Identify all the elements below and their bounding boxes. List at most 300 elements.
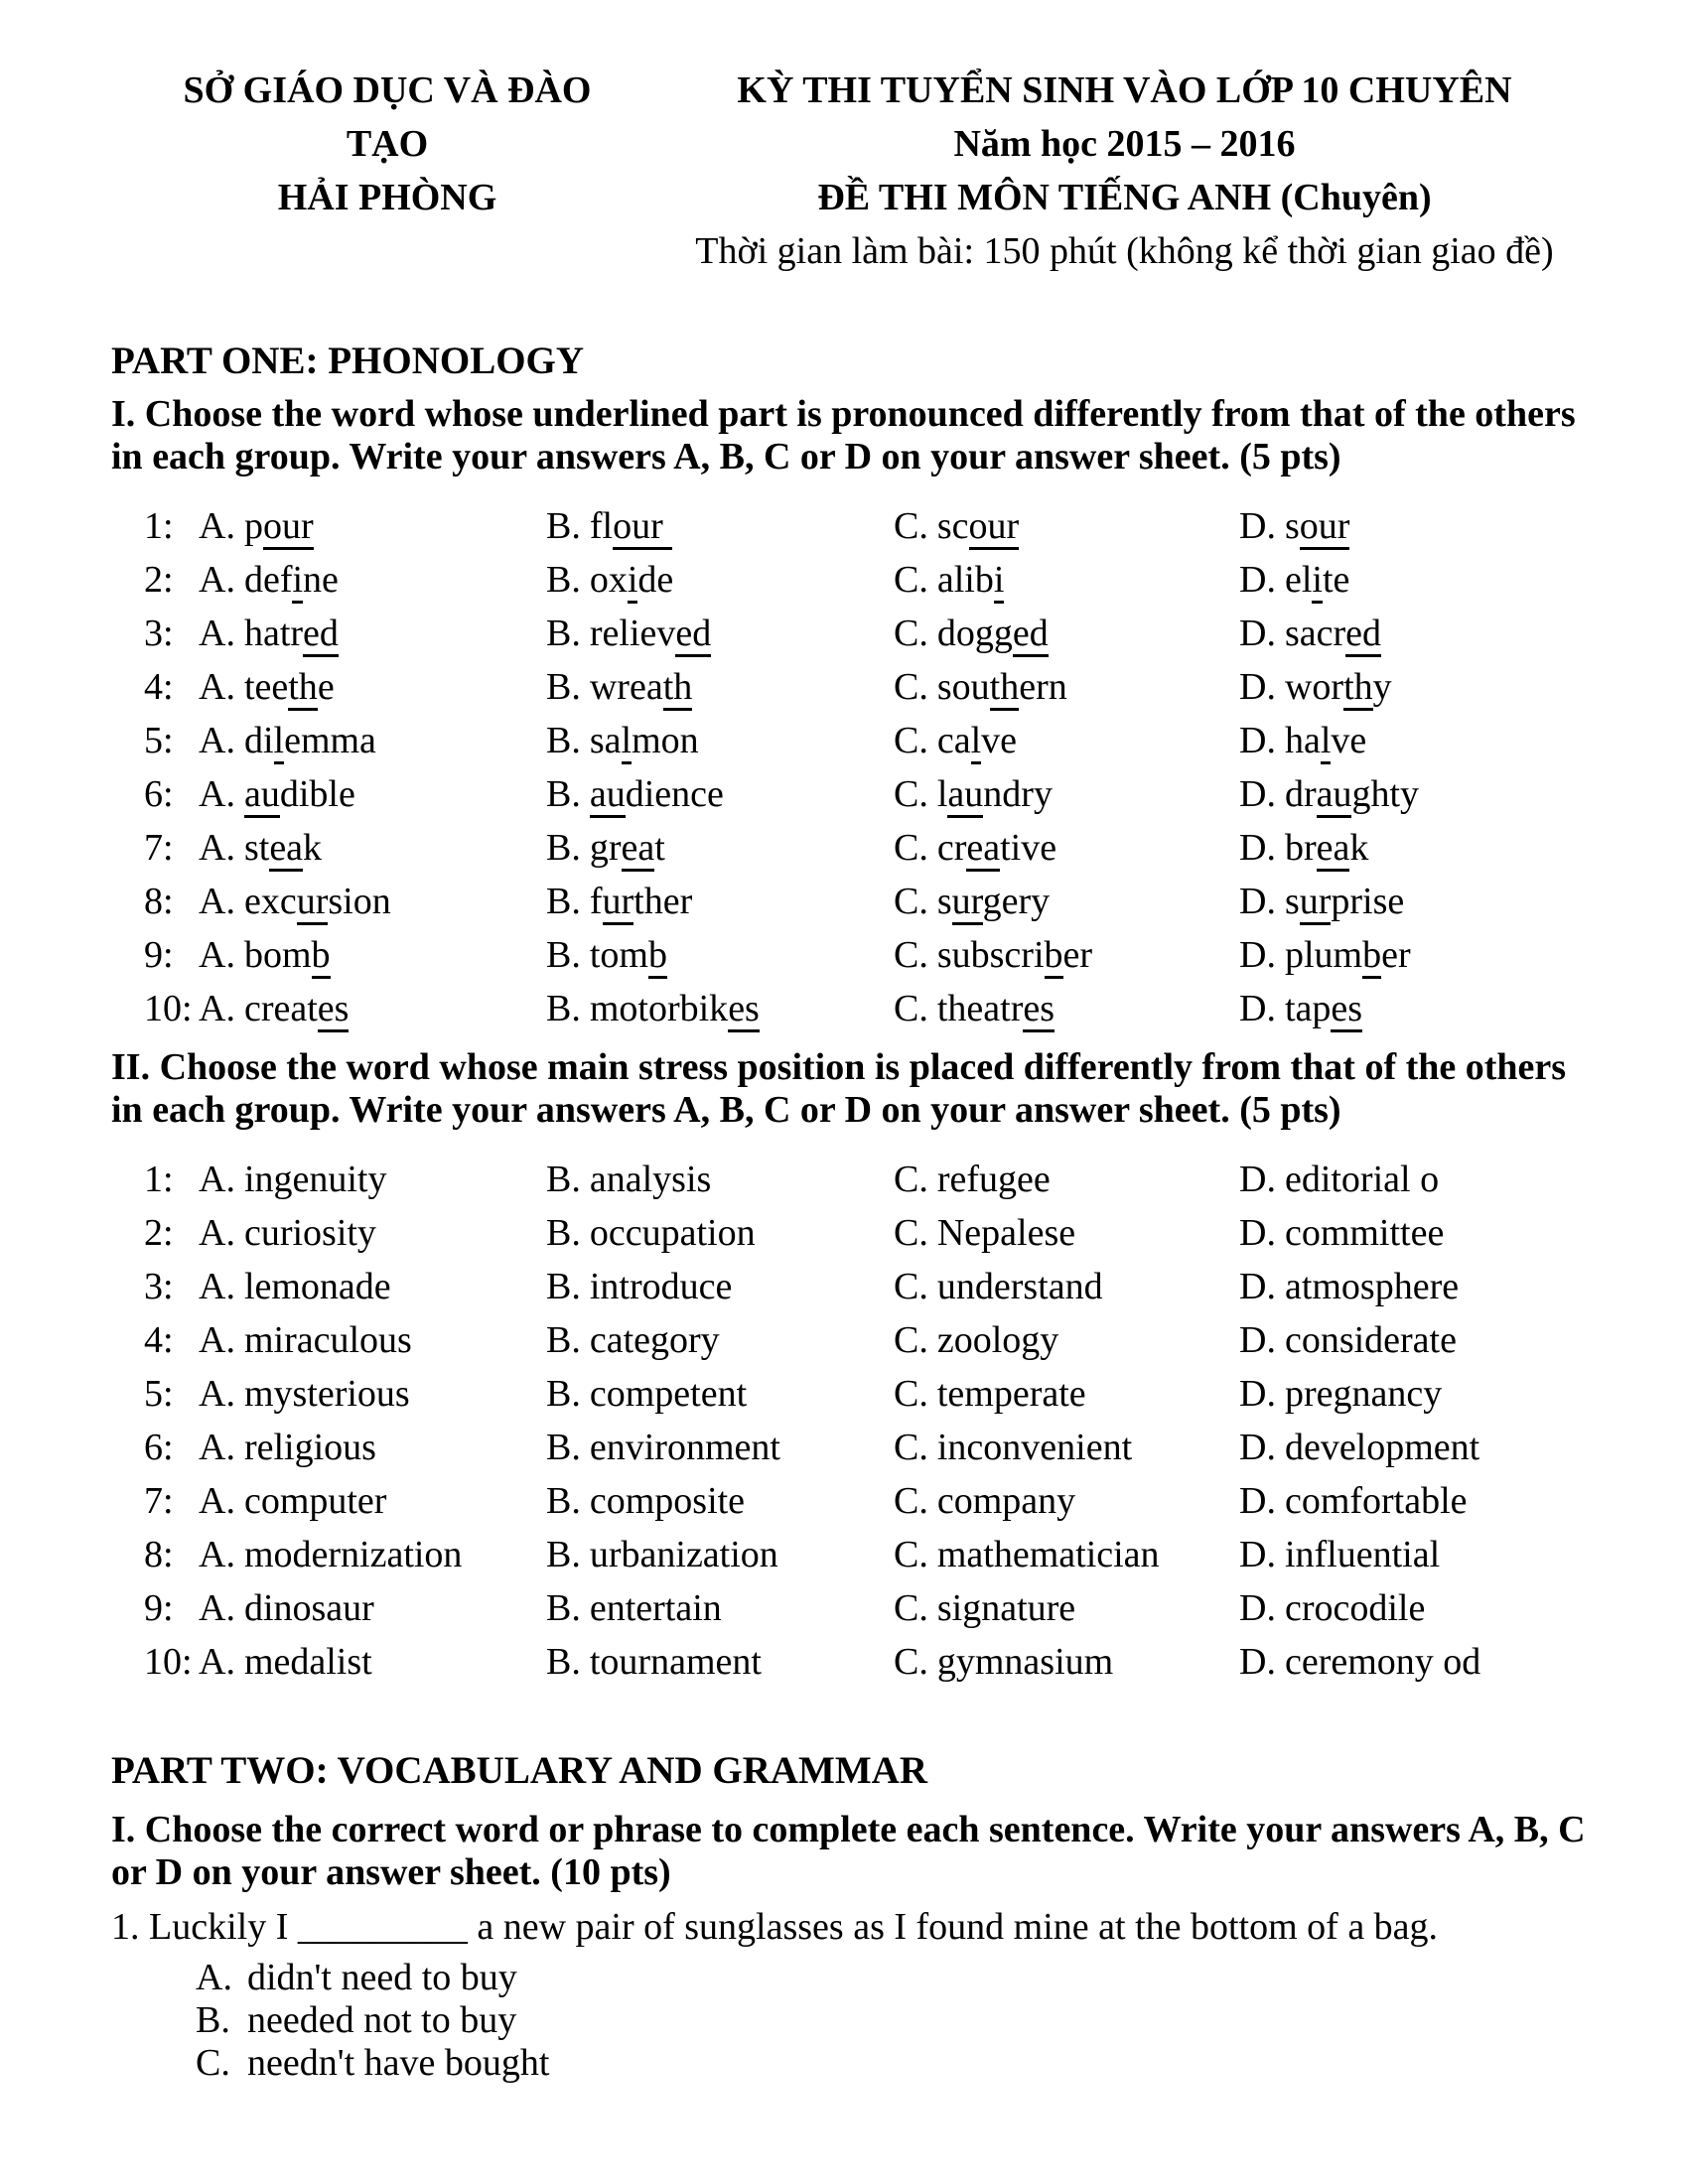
- underlined-part: l: [1321, 720, 1332, 764]
- option-cell: [546, 987, 894, 1040]
- option-cell: [199, 826, 546, 880]
- option-word: [244, 666, 335, 711]
- option-word: [244, 773, 355, 818]
- option-label: B.: [196, 1999, 230, 2041]
- option-label: D.: [1239, 881, 1276, 922]
- word-segment: br: [1284, 827, 1317, 869]
- underlined-part: l: [971, 720, 982, 764]
- option-label: B.: [546, 1641, 581, 1683]
- underlined-part: i: [994, 559, 1005, 604]
- option-cell: [546, 1426, 894, 1479]
- option-cell: [894, 1372, 1239, 1426]
- option-cell: [546, 719, 894, 772]
- option-label: C.: [894, 613, 928, 654]
- part-two-title: PART TWO: VOCABULARY AND GRAMMAR: [111, 1749, 927, 1792]
- underlined-part: es: [728, 988, 760, 1032]
- option-label: B.: [546, 934, 581, 976]
- option-word: miraculous: [243, 1319, 412, 1361]
- word-segment: t: [654, 827, 665, 869]
- option-label: B.: [546, 1266, 581, 1307]
- option-label: A.: [196, 1957, 232, 1998]
- word-segment: plum: [1284, 934, 1363, 976]
- word-segment: sc: [936, 505, 969, 547]
- exam-title-block: [635, 64, 1614, 278]
- word-segment: st: [243, 827, 270, 869]
- option-word: [244, 827, 322, 872]
- question-1-text: 1. Luckily I _________ a new pair of sunglasses as I found mine at the bottom of a bag.: [111, 1906, 1439, 1948]
- option-label: A.: [199, 827, 235, 869]
- option-cell: [199, 1586, 546, 1640]
- option-label: B.: [546, 1480, 581, 1522]
- option-word: signature: [936, 1587, 1076, 1629]
- word-segment: tee: [243, 666, 289, 708]
- word-segment: k: [303, 827, 323, 869]
- option-cell: [894, 719, 1239, 772]
- option-label: D.: [1239, 773, 1276, 815]
- option-label: B.: [546, 720, 581, 761]
- word-segment: prise: [1331, 881, 1405, 922]
- option-label: A.: [199, 934, 235, 976]
- question-row: [144, 772, 1594, 826]
- option-word: [590, 720, 699, 764]
- option-word: [244, 720, 376, 764]
- underlined-part: our: [613, 505, 672, 550]
- option-word: [937, 613, 1049, 657]
- option-cell: [199, 504, 546, 558]
- option-label: A.: [199, 505, 235, 547]
- question-row: [144, 558, 1594, 612]
- option-cell: [894, 1265, 1239, 1318]
- word-segment: tom: [589, 934, 648, 976]
- question-row: [144, 1158, 1594, 1211]
- option-label: C.: [894, 988, 928, 1029]
- underlined-part: our: [1300, 505, 1350, 550]
- word-segment: tive: [1000, 827, 1057, 869]
- underlined-part: au: [590, 773, 626, 818]
- underlined-part: ur: [603, 881, 634, 925]
- option-label: A.: [199, 1534, 235, 1575]
- option-cell: [894, 558, 1239, 612]
- word-segment: wrea: [589, 666, 663, 708]
- option-label: B.: [546, 1373, 581, 1415]
- underlined-part: th: [990, 666, 1020, 711]
- option-cell: [546, 772, 894, 826]
- option-cell: [546, 1533, 894, 1586]
- underlined-part: ed: [303, 613, 339, 657]
- option-word: curiosity: [243, 1212, 376, 1254]
- option-cell: [1239, 665, 1594, 719]
- option-label: B.: [546, 1319, 581, 1361]
- option-cell: [1239, 933, 1594, 987]
- option-label: D.: [1239, 1534, 1276, 1575]
- option-label: B.: [546, 613, 581, 654]
- option-label: D.: [1239, 720, 1276, 761]
- option-word: [937, 988, 1055, 1032]
- option-cell: [894, 933, 1239, 987]
- word-segment: ghty: [1351, 773, 1420, 815]
- option-word: lemonade: [243, 1266, 391, 1307]
- question-number: 5:: [144, 1373, 174, 1415]
- question-row: [144, 1640, 1594, 1694]
- option-label: A.: [199, 1587, 235, 1629]
- option-cell: [199, 1318, 546, 1372]
- question-number: 9:: [144, 1587, 174, 1629]
- question-number: 10:: [144, 988, 193, 1029]
- option-word: [244, 559, 339, 604]
- answer-option-line: [196, 1957, 1594, 1999]
- word-segment: dr: [1284, 773, 1317, 815]
- word-segment: hatr: [243, 613, 304, 654]
- option-label: B.: [546, 1534, 581, 1575]
- question-number: 3:: [144, 613, 174, 654]
- option-label: A.: [199, 1427, 235, 1468]
- option-label: B.: [546, 773, 581, 815]
- option-word: [244, 881, 391, 925]
- option-word: [590, 827, 665, 872]
- issuing-authority-line2: HẢI PHÒNG: [277, 177, 497, 218]
- duration-note: Thời gian làm bài: 150 phút (không kể thời gian giao đề): [695, 230, 1554, 272]
- question-row: [144, 1426, 1594, 1479]
- option-label: A.: [199, 988, 235, 1029]
- option-cell: [199, 772, 546, 826]
- underlined-part: ed: [675, 613, 711, 657]
- word-segment: ve: [1331, 720, 1367, 761]
- word-segment: gery: [982, 881, 1051, 922]
- underlined-part: b: [648, 934, 667, 979]
- phonology-instruction: I. Choose the word whose underlined part is pronounced differently from that of the others in each group. Write your answers A, B, C or D on your answer sheet. (5 pts): [111, 393, 1576, 478]
- question-number: 7:: [144, 827, 174, 869]
- option-word: [590, 773, 724, 818]
- word-segment: s: [1284, 881, 1300, 922]
- option-cell: [1239, 1640, 1594, 1694]
- option-word: computer: [243, 1480, 387, 1522]
- question-number: 8:: [144, 1534, 174, 1575]
- option-label: C.: [894, 505, 928, 547]
- option-cell: [1239, 826, 1594, 880]
- option-cell: [1239, 772, 1594, 826]
- subject-line: ĐỀ THI MÔN TIẾNG ANH (Chuyên): [817, 177, 1432, 218]
- question-number: 2:: [144, 559, 174, 601]
- option-word: considerate: [1284, 1319, 1457, 1361]
- question-row: [144, 1372, 1594, 1426]
- option-cell: [1239, 1533, 1594, 1586]
- option-cell: [1239, 987, 1594, 1040]
- option-cell: [546, 665, 894, 719]
- option-word: urbanization: [589, 1534, 778, 1575]
- option-word: [1285, 505, 1349, 550]
- option-label: C.: [894, 559, 928, 601]
- option-word: [590, 934, 667, 979]
- underlined-part: b: [312, 934, 331, 979]
- option-word: occupation: [589, 1212, 756, 1254]
- underlined-part: ea: [269, 827, 303, 872]
- option-label: C.: [894, 881, 928, 922]
- word-segment: ox: [589, 559, 628, 601]
- option-word: influential: [1284, 1534, 1441, 1575]
- option-label: C.: [894, 1480, 928, 1522]
- word-segment: te: [1322, 559, 1350, 601]
- phonology-question-table: [144, 504, 1594, 1040]
- word-segment: ther: [633, 881, 693, 922]
- word-segment: f: [589, 881, 603, 922]
- option-word: ceremony od: [1284, 1641, 1481, 1683]
- option-word: [1285, 934, 1411, 979]
- question-row: [144, 719, 1594, 772]
- option-cell: [546, 880, 894, 933]
- option-cell: [894, 772, 1239, 826]
- word-segment: exc: [243, 881, 297, 922]
- option-word: [244, 934, 331, 979]
- option-word: [937, 827, 1056, 872]
- option-word: development: [1284, 1427, 1480, 1468]
- option-label: A.: [199, 1159, 235, 1200]
- underlined-part: i: [628, 559, 638, 604]
- question-number: 6:: [144, 1427, 174, 1468]
- underlined-part: th: [288, 666, 318, 711]
- word-segment: y: [1372, 666, 1392, 708]
- question-row: [144, 1586, 1594, 1640]
- option-text: needed not to buy: [247, 1999, 517, 2041]
- option-label: D.: [1239, 666, 1276, 708]
- option-label: C.: [894, 720, 928, 761]
- option-cell: [199, 1426, 546, 1479]
- word-segment: p: [243, 505, 263, 547]
- option-word: refugee: [936, 1159, 1051, 1200]
- word-segment: dible: [279, 773, 355, 815]
- underlined-part: ur: [1300, 881, 1332, 925]
- answer-option-line: [196, 2042, 1594, 2085]
- academic-year-line: Năm học 2015 – 2016: [953, 123, 1296, 165]
- option-word: inconvenient: [936, 1427, 1133, 1468]
- option-word: temperate: [936, 1373, 1086, 1415]
- option-label: D.: [1239, 1319, 1276, 1361]
- option-label: D.: [1239, 1159, 1276, 1200]
- word-segment: de: [637, 559, 674, 601]
- option-label: A.: [199, 720, 235, 761]
- underlined-part: our: [263, 505, 314, 550]
- option-cell: [199, 558, 546, 612]
- option-label: C.: [894, 1587, 928, 1629]
- question-row: [144, 1265, 1594, 1318]
- word-segment: def: [243, 559, 293, 601]
- underlined-part: au: [947, 773, 983, 818]
- exam-body: [111, 340, 1594, 2085]
- word-segment: alib: [936, 559, 994, 601]
- option-cell: [546, 1211, 894, 1265]
- word-segment: ne: [303, 559, 339, 601]
- option-label: B.: [546, 1427, 581, 1468]
- option-cell: [546, 504, 894, 558]
- question-row: [144, 665, 1594, 719]
- option-word: tournament: [589, 1641, 762, 1683]
- question-number: 4:: [144, 666, 174, 708]
- word-segment: sion: [328, 881, 391, 922]
- question-number: 9:: [144, 934, 174, 976]
- option-label: C.: [894, 666, 928, 708]
- option-word: editorial o: [1284, 1159, 1440, 1200]
- option-label: C.: [196, 2042, 230, 2084]
- option-word: medalist: [243, 1641, 372, 1683]
- option-label: D.: [1239, 505, 1276, 547]
- option-cell: [199, 1479, 546, 1533]
- word-segment: ve: [981, 720, 1018, 761]
- option-word: competent: [589, 1373, 748, 1415]
- option-cell: [199, 665, 546, 719]
- option-word: company: [936, 1480, 1076, 1522]
- option-label: B.: [546, 666, 581, 708]
- word-segment: theatr: [936, 988, 1024, 1029]
- option-label: D.: [1239, 1266, 1276, 1307]
- underlined-part: au: [1317, 773, 1352, 818]
- option-label: A.: [199, 1266, 235, 1307]
- question-row: [144, 880, 1594, 933]
- option-cell: [546, 1640, 894, 1694]
- question-number: 7:: [144, 1480, 174, 1522]
- underlined-part: ea: [1317, 827, 1350, 872]
- underlined-part: i: [1312, 559, 1323, 604]
- option-cell: [199, 987, 546, 1040]
- word-segment: dogg: [936, 613, 1013, 654]
- option-label: C.: [894, 827, 928, 869]
- option-cell: [1239, 1318, 1594, 1372]
- word-segment: ern: [1019, 666, 1067, 708]
- option-cell: [199, 719, 546, 772]
- option-cell: [1239, 504, 1594, 558]
- option-label: C.: [894, 1212, 928, 1254]
- option-word: [937, 559, 1005, 604]
- option-label: D.: [1239, 1480, 1276, 1522]
- option-cell: [1239, 1372, 1594, 1426]
- option-word: [1285, 720, 1366, 764]
- option-label: C.: [894, 1641, 928, 1683]
- question-number: 10:: [144, 1641, 193, 1683]
- option-word: [1285, 613, 1381, 657]
- word-segment: creat: [243, 988, 318, 1029]
- option-label: D.: [1239, 1427, 1276, 1468]
- underlined-part: au: [244, 773, 280, 818]
- question-row: [144, 1479, 1594, 1533]
- option-cell: [894, 1533, 1239, 1586]
- question-row: [144, 504, 1594, 558]
- word-segment: s: [1284, 505, 1300, 547]
- option-cell: [199, 612, 546, 665]
- option-cell: [1239, 612, 1594, 665]
- option-word: religious: [243, 1427, 376, 1468]
- option-word: understand: [936, 1266, 1103, 1307]
- option-word: [937, 505, 1019, 550]
- option-word: zoology: [936, 1319, 1059, 1361]
- option-cell: [199, 1265, 546, 1318]
- option-cell: [894, 987, 1239, 1040]
- option-label: B.: [546, 1212, 581, 1254]
- question-row: [144, 1211, 1594, 1265]
- word-segment: sou: [936, 666, 990, 708]
- option-word: comfortable: [1284, 1480, 1468, 1522]
- option-cell: [199, 1640, 546, 1694]
- issuing-authority-block: [164, 64, 611, 224]
- option-label: D.: [1239, 1587, 1276, 1629]
- option-label: A.: [199, 1480, 235, 1522]
- option-label: C.: [894, 1373, 928, 1415]
- question-1-options: [196, 1957, 1594, 2085]
- option-label: B.: [546, 1159, 581, 1200]
- underlined-part: es: [1331, 988, 1362, 1032]
- stress-question-table: [144, 1158, 1594, 1694]
- option-word: analysis: [589, 1159, 712, 1200]
- option-cell: [546, 826, 894, 880]
- option-word: category: [589, 1319, 720, 1361]
- option-label: B.: [546, 881, 581, 922]
- option-label: A.: [199, 1212, 235, 1254]
- option-word: [1285, 666, 1392, 711]
- underlined-part: ur: [297, 881, 329, 925]
- question-row: [144, 1318, 1594, 1372]
- option-cell: [546, 1479, 894, 1533]
- answer-option-line: [196, 1999, 1594, 2042]
- option-label: C.: [894, 773, 928, 815]
- word-segment: s: [936, 881, 952, 922]
- option-label: A.: [199, 881, 235, 922]
- option-cell: [546, 1158, 894, 1211]
- option-cell: [199, 1372, 546, 1426]
- option-label: B.: [546, 988, 581, 1029]
- option-cell: [199, 933, 546, 987]
- word-segment: motorbik: [589, 988, 729, 1029]
- option-word: [244, 988, 349, 1032]
- word-segment: tap: [1284, 988, 1332, 1029]
- exam-title-line: KỲ THI TUYỂN SINH VÀO LỚP 10 CHUYÊN: [737, 69, 1512, 111]
- word-segment: l: [936, 773, 948, 815]
- underlined-part: ur: [952, 881, 983, 925]
- option-word: mathematician: [936, 1534, 1160, 1575]
- option-cell: [894, 1640, 1239, 1694]
- word-segment: gr: [589, 827, 622, 869]
- option-word: [937, 720, 1017, 764]
- option-label: A.: [199, 666, 235, 708]
- question-number: 4:: [144, 1319, 174, 1361]
- option-word: [1285, 773, 1419, 818]
- option-word: [1285, 827, 1368, 872]
- option-cell: [1239, 1586, 1594, 1640]
- word-segment: ha: [1284, 720, 1321, 761]
- option-text: needn't have bought: [247, 2042, 550, 2084]
- word-segment: el: [1284, 559, 1313, 601]
- option-cell: [546, 1265, 894, 1318]
- option-cell: [199, 880, 546, 933]
- option-label: C.: [894, 1159, 928, 1200]
- word-segment: wor: [1284, 666, 1344, 708]
- word-segment: sa: [589, 720, 622, 761]
- option-word: [1285, 559, 1349, 604]
- issuing-authority-line1: SỞ GIÁO DỤC VÀ ĐÀO TẠO: [183, 69, 592, 165]
- option-word: [590, 505, 672, 550]
- option-word: composite: [589, 1480, 746, 1522]
- option-cell: [1239, 1265, 1594, 1318]
- question-number: 2:: [144, 1212, 174, 1254]
- option-cell: [894, 665, 1239, 719]
- option-label: B.: [546, 827, 581, 869]
- underlined-part: l: [274, 720, 285, 764]
- option-label: A.: [199, 1319, 235, 1361]
- underlined-part: b: [1045, 934, 1063, 979]
- word-segment: emma: [284, 720, 376, 761]
- option-word: [937, 773, 1053, 818]
- question-row: [144, 987, 1594, 1040]
- option-word: modernization: [243, 1534, 463, 1575]
- option-cell: [546, 612, 894, 665]
- question-number: 3:: [144, 1266, 174, 1307]
- option-label: A.: [199, 613, 235, 654]
